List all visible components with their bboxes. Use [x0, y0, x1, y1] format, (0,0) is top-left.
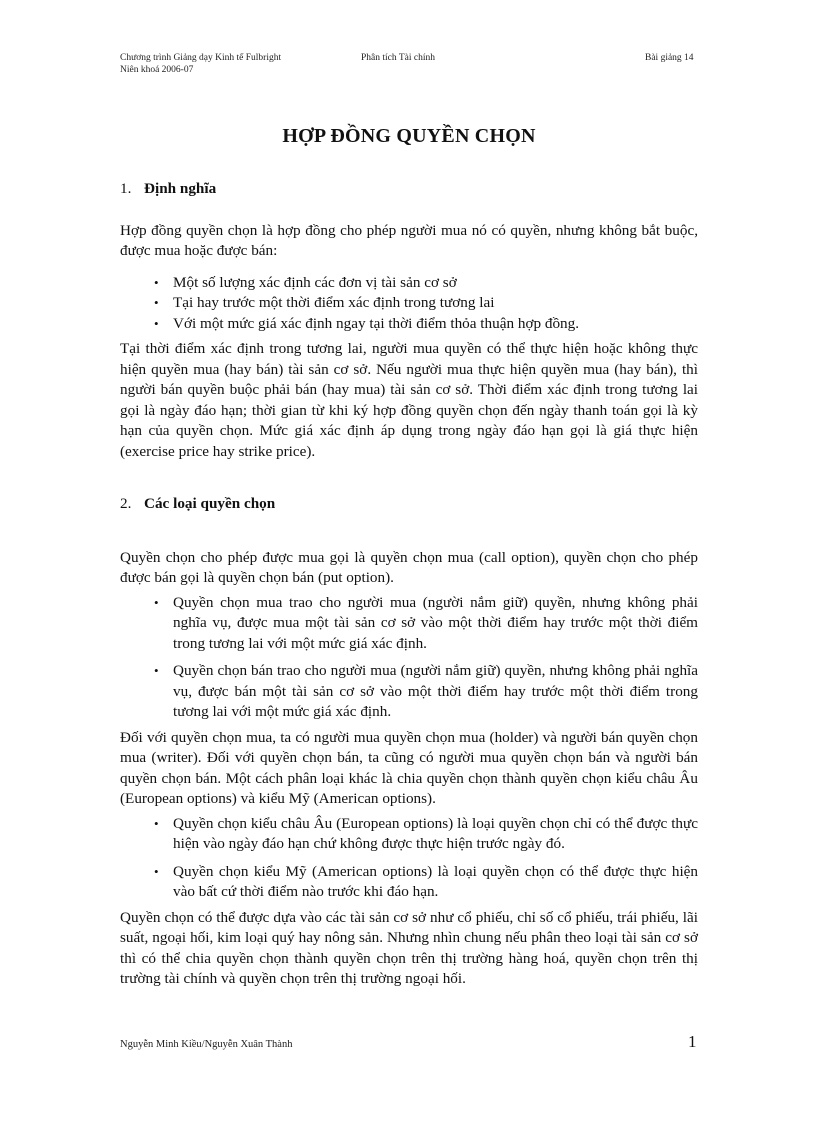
section-2-bullets-a	[120, 593, 698, 723]
bullet-icon: •	[154, 594, 159, 610]
section-number: 2.	[120, 495, 132, 512]
header-year: Niên khoá 2006-07	[120, 65, 194, 75]
page-title: HỢP ĐỒNG QUYỀN CHỌN	[282, 125, 536, 147]
bullet-icon: •	[154, 815, 159, 831]
page-number: 1	[688, 1032, 697, 1051]
list-item: • Tại hay trước một thời điểm xác định trong tương lai	[120, 293, 698, 314]
bullet-icon: •	[154, 274, 159, 290]
section-title: Các loại quyền chọn	[144, 495, 276, 512]
list-item: • Một số lượng xác định các đơn vị tài sản cơ sở	[120, 273, 698, 294]
bullet-icon: •	[154, 663, 159, 678]
section-1-paragraph: Tại thời điểm xác định trong tương lai, người mua quyền có thể thực hiện hoặc không thực hiện quyền mua (hay bán) tài sản cơ sở. Nếu người mua thực hiện quyền mua (hay bán), thì người bán quyền buộc phải bán (hay mua) tài sản cơ sở. Thời điểm xác định trong tương lai gọi là ngày đáo hạn; thời gian từ khi ký hợp đồng quyền chọn đến ngày thanh toán gọi là kỳ hạn của quyền chọn. Mức giá xác định áp dụng trong ngày đáo hạn gọi là giá thực hiện (exercise price hay strike price).	[120, 340, 698, 460]
header-program: Chương trình Giảng dạy Kinh tế Fulbright	[120, 53, 282, 63]
section-title: Định nghĩa	[144, 180, 217, 197]
bullet-icon: •	[154, 315, 159, 331]
list-item: • Quyền chọn kiểu châu Âu (European options) là loại quyền chọn chỉ có thể được thực hiện vào ngày đáo hạn chứ không được thực hiện trước ngày đó.	[154, 814, 698, 852]
list-item: • Quyền chọn kiểu Mỹ (American options) là loại quyền chọn có thể được thực hiện vào bất cứ thời điểm nào trước khi đáo hạn.	[154, 862, 698, 900]
header-course: Phân tích Tài chính	[361, 53, 435, 63]
header-lecture: Bài giảng 14	[645, 53, 694, 63]
section-1-bullets	[120, 273, 698, 335]
document-body	[120, 123, 698, 990]
bullet-icon: •	[154, 295, 159, 310]
header-program-block	[120, 52, 281, 76]
section-2-paragraph-2: Đối với quyền chọn mua, ta có người mua quyền chọn mua (holder) và người bán quyền chọn mua (writer). Đối với quyền chọn bán, ta cũng có người mua quyền chọn bán và người bán quyền chọn bán. Một cách phân loại khác là chia quyền chọn thành quyền chọn kiểu châu Âu (European options) và kiểu Mỹ (American options).	[120, 728, 698, 807]
section-2-bullets-b	[120, 814, 698, 903]
footer-authors: Nguyễn Minh Kiều/Nguyễn Xuân Thành	[120, 1039, 293, 1050]
section-number: 1.	[120, 180, 132, 197]
section-1-heading	[120, 179, 698, 200]
section-1-intro: Hợp đồng quyền chọn là hợp đồng cho phép người mua nó có quyền, nhưng không bắt buộc, được mua hoặc được bán:	[120, 221, 698, 259]
section-2-heading	[120, 494, 698, 515]
list-item: • Quyền chọn mua trao cho người mua (người nắm giữ) quyền, nhưng không phải nghĩa vụ, được mua một tài sản cơ sở vào một thời điểm hay trước một thời điểm trong tương lai với một mức giá xác định.	[154, 593, 698, 652]
bullet-icon: •	[154, 863, 159, 879]
section-2-paragraph-3: Quyền chọn có thể được dựa vào các tài sản cơ sở như cổ phiếu, chỉ số cổ phiếu, trái phiếu, lãi suất, ngoại hối, kim loại quý hay nông sản. Nhưng nhìn chung nếu phân theo loại tài sản cơ sở thì có thể chia quyền chọn thành quyền chọn trên thị trường hàng hoá, quyền chọn trên thị trường tài chính và quyền chọn trên thị trường ngoại hối.	[120, 908, 698, 987]
list-item: • Với một mức giá xác định ngay tại thời điểm thỏa thuận hợp đồng.	[120, 314, 698, 335]
list-item: • Quyền chọn bán trao cho người mua (người nắm giữ) quyền, nhưng không phải nghĩa vụ, được bán một tài sản cơ sở vào một thời điểm hay trước một thời điểm trong tương lai với một mức giá xác định.	[154, 662, 698, 720]
section-2-intro: Quyền chọn cho phép được mua gọi là quyền chọn mua (call option), quyền chọn cho phép được bán gọi là quyền chọn bán (put option).	[120, 548, 698, 586]
